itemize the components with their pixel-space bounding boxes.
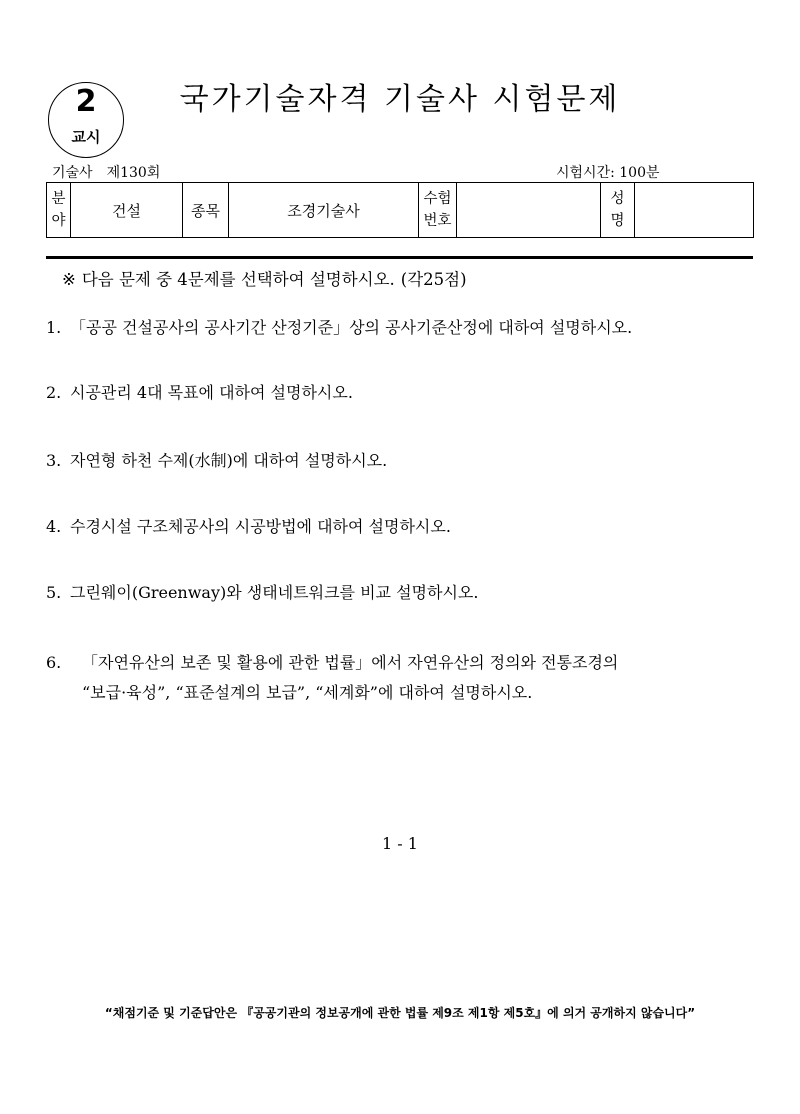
instruction-text: 다음 문제 중 4문제를 선택하여 설명하시오.	[81, 270, 395, 289]
question-item: 6. 「자연유산의 보존 및 활용에 관한 법률」에서 자연유산의 정의와 전통조경의 “보급·육성”, “표준설계의 보급”, “세계화”에 대하여 설명하시오.	[46, 653, 619, 702]
field-value: 건설	[71, 183, 183, 238]
item-label: 종목	[183, 183, 229, 238]
field-label: 분 야	[47, 183, 71, 238]
exam-time: 시험시간: 100분	[556, 165, 660, 181]
question-item: 1. 「공공 건설공사의 공사기간 산정기준」상의 공사기준산정에 대하여 설명하시오.	[46, 318, 633, 337]
instruction-points: (각25점)	[400, 270, 467, 289]
name-label: 성 명	[601, 183, 635, 238]
exam-number-field[interactable]	[457, 183, 601, 238]
page-number: 1 - 1	[382, 834, 418, 853]
exam-category: 기술사	[52, 165, 93, 181]
disclosure-notice: “채점기준 및 기준답안은 『공공기관의 정보공개에 관한 법률 제9조 제1항 제5호』에 의거 공개하지 않습니다”	[104, 1006, 696, 1020]
instruction	[62, 266, 467, 290]
question-item: 4. 수경시설 구조체공사의 시공방법에 대하여 설명하시오.	[46, 517, 451, 536]
divider	[46, 256, 753, 259]
session-number: 2	[75, 84, 97, 119]
reference-mark: ※	[62, 270, 76, 289]
exam-info-table	[46, 182, 754, 238]
exam-number-label: 수험 번호	[419, 183, 457, 238]
exam-round: 제130회	[106, 165, 161, 181]
question-item: 5. 그린웨이(Greenway)와 생태네트워크를 비교 설명하시오.	[46, 583, 479, 602]
exam-meta	[52, 162, 160, 182]
question-item: 2. 시공관리 4대 목표에 대하여 설명하시오.	[46, 383, 353, 402]
item-value: 조경기술사	[229, 183, 419, 238]
page-title: 국가기술자격 기술사 시험문제	[179, 82, 621, 117]
session-label: 교시	[71, 128, 101, 146]
question-item: 3. 자연형 하천 수제(水制)에 대하여 설명하시오.	[46, 451, 388, 470]
name-field[interactable]	[635, 183, 754, 238]
